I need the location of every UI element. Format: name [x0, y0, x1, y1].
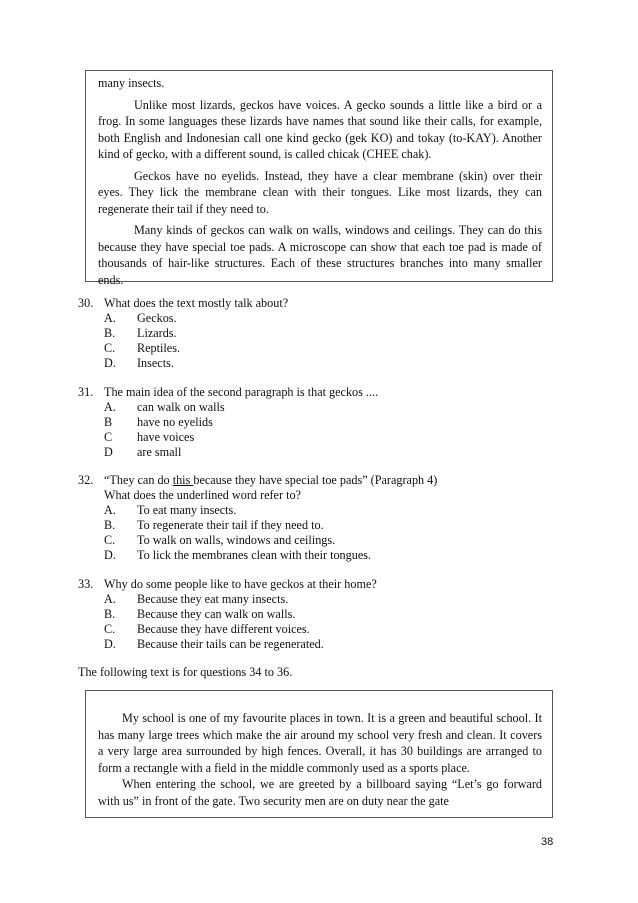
option: [104, 548, 558, 563]
passage-paragraph: My school is one of my favourite places in town. It is a green and beautiful school. It has many large trees which make the air around my school very fresh and clean. It covers a very large area surrounded by high fences. Overall, it has 30 buildings are arranged to form a rectangle with a field in the middle commonly used as a sports place.: [98, 711, 542, 775]
question-30: [78, 296, 558, 371]
option-letter: A.: [104, 311, 116, 325]
section-intro: The following text is for questions 34 to 36.: [78, 665, 293, 679]
question-number: 32.: [78, 473, 94, 487]
question-number: 33.: [78, 577, 94, 591]
option: [104, 592, 558, 607]
question-31: [78, 385, 558, 460]
option-letter: A.: [104, 503, 116, 517]
option-letter: A.: [104, 592, 116, 606]
option-letter: B.: [104, 518, 116, 532]
option: [104, 415, 558, 430]
option-letter: B.: [104, 326, 116, 340]
option: [104, 607, 558, 622]
option-text: To walk on walls, windows and ceilings.: [137, 533, 336, 547]
passage-paragraph: When entering the school, we are greeted by a billboard saying “Let’s go forward with us” in front of the gate. Two security men are on duty near the gate: [98, 777, 542, 808]
option: [104, 445, 558, 460]
option-text: have voices: [137, 430, 195, 444]
passage-paragraph: Unlike most lizards, geckos have voices. A gecko sounds a little like a bird or a frog. In some languages these lizards have names that sound like their calls, for example, both English and Indonesian call one kind gecko (gek KO) and tokay (to-KAY). Another kind of gecko, with a different sound, is called chicak (CHEE chak).: [98, 97, 542, 161]
stem-text: because they have special toe pads” (Paragraph 4): [193, 473, 438, 487]
question-stem: Why do some people like to have geckos at their home?: [104, 577, 377, 591]
option-letter: C: [104, 430, 113, 444]
passage-paragraph: Many kinds of geckos can walk on walls, windows and ceilings. They can do this because they have special toe pads. A microscope can show that each toe pad is made of thousands of hair-like structures. Each of these structures branches into many smaller ends.: [98, 223, 542, 287]
option-text: To eat many insects.: [137, 503, 237, 517]
underlined-word: this: [172, 473, 194, 487]
stem-text: “They can do: [104, 473, 173, 487]
option-text: can walk on walls: [137, 400, 225, 414]
option: [104, 341, 558, 356]
question-stem: What does the text mostly talk about?: [104, 296, 289, 310]
option-letter: D.: [104, 548, 116, 562]
option: [104, 356, 558, 371]
passage-paragraph: Geckos have no eyelids. Instead, they have a clear membrane (skin) over their eyes. They lick the membrane clean with their tongues. Like most lizards, they can regenerate their tail if they need to.: [98, 168, 542, 216]
question-stem: [104, 473, 558, 488]
question-number: 30.: [78, 296, 94, 310]
option-text: Geckos.: [137, 311, 177, 325]
option: [104, 400, 558, 415]
option-text: To lick the membranes clean with their tongues.: [137, 548, 372, 562]
option-letter: C.: [104, 622, 116, 636]
passage-line: many insects.: [98, 76, 165, 90]
option: [104, 503, 558, 518]
option-text: Because they can walk on walls.: [137, 607, 296, 621]
question-33: [78, 577, 558, 652]
option: [104, 622, 558, 637]
option-letter: C.: [104, 533, 116, 547]
passage-box-geckos: [85, 70, 553, 287]
option: [104, 518, 558, 533]
option-letter: B: [104, 415, 113, 429]
option-text: are small: [137, 445, 182, 459]
option-letter: D: [104, 445, 113, 459]
option-letter: A.: [104, 400, 116, 414]
option-text: Lizards.: [137, 326, 177, 340]
option-text: Because they have different voices.: [137, 622, 310, 636]
option: [104, 311, 558, 326]
option-text: have no eyelids: [137, 415, 213, 429]
option: [104, 326, 558, 341]
option-text: Because their tails can be regenerated.: [137, 637, 324, 651]
option-text: Insects.: [137, 356, 174, 370]
question-stem: The main idea of the second paragraph is that geckos ....: [104, 385, 379, 399]
option-letter: D.: [104, 356, 116, 370]
page-number: 38: [541, 836, 554, 848]
option: [104, 533, 558, 548]
option-text: To regenerate their tail if they need to.: [137, 518, 324, 532]
question-stem-secondary: What does the underlined word refer to?: [104, 488, 301, 502]
question-32: [78, 473, 558, 563]
question-number: 31.: [78, 385, 94, 399]
option-letter: B.: [104, 607, 116, 621]
option-text: Reptiles.: [137, 341, 180, 355]
option-text: Because they eat many insects.: [137, 592, 289, 606]
passage-box-school: [85, 690, 553, 818]
option: [104, 637, 558, 652]
option-letter: C.: [104, 341, 116, 355]
option-letter: D.: [104, 637, 116, 651]
option: [104, 430, 558, 445]
